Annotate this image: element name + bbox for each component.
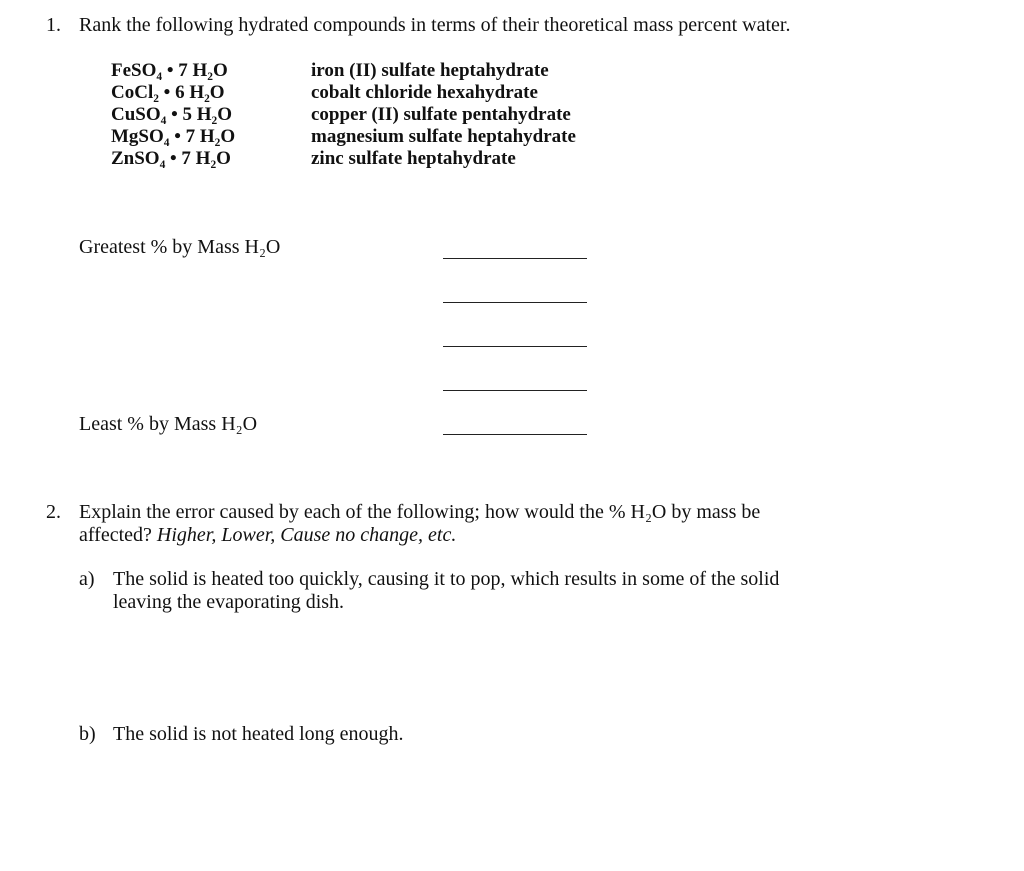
formula-mgso4: MgSO₄ • 7 H₂O [111,126,236,147]
question-2-number: 2. [46,501,61,523]
formula-list [111,60,235,170]
question-1-prompt: Rank the following hydrated compounds in terms of their theoretical mass percent water. [79,14,791,36]
part-b-line1: The solid is not heated long enough. [113,723,404,745]
question-2-prompt-line2 [79,524,456,547]
answer-blank-5[interactable] [443,434,587,435]
answer-blank-2[interactable] [443,302,587,303]
formula-cuso4: CuSO₄ • 5 H₂O [111,104,232,125]
formula-znso4: ZnSO₄ • 7 H₂O [111,148,231,169]
part-a-line2: leaving the evaporating dish. [113,591,345,613]
least-label: Least % by Mass H₂O [79,413,258,435]
compound-name-list [311,60,576,170]
part-a-marker: a) [79,568,95,590]
question-2-prompt-plain: affected? [79,524,157,546]
question-2-prompt-italic: Higher, Lower, Cause no change, etc. [156,524,457,546]
name-magnesium-sulfate: magnesium sulfate heptahydrate [311,126,576,147]
name-zinc-sulfate: zinc sulfate heptahydrate [311,148,516,169]
part-b-marker: b) [79,723,96,745]
name-cobalt-chloride: cobalt chloride hexahydrate [311,82,538,103]
answer-blank-3[interactable] [443,346,587,347]
formula-cocl2: CoCl₂ • 6 H₂O [111,82,225,103]
formula-feso4: FeSO₄ • 7 H₂O [111,60,228,81]
answer-blank-4[interactable] [443,390,587,391]
greatest-label: Greatest % by Mass H₂O [79,236,281,258]
answer-blank-1[interactable] [443,258,587,259]
part-a-line1: The solid is heated too quickly, causing it to pop, which results in some of the solid [113,568,780,590]
name-iron-sulfate: iron (II) sulfate heptahydrate [311,60,549,81]
name-copper-sulfate: copper (II) sulfate pentahydrate [311,104,571,125]
question-1-number: 1. [46,14,61,36]
question-2-prompt-line1: Explain the error caused by each of the following; how would the % H₂O by mass be [79,501,761,523]
